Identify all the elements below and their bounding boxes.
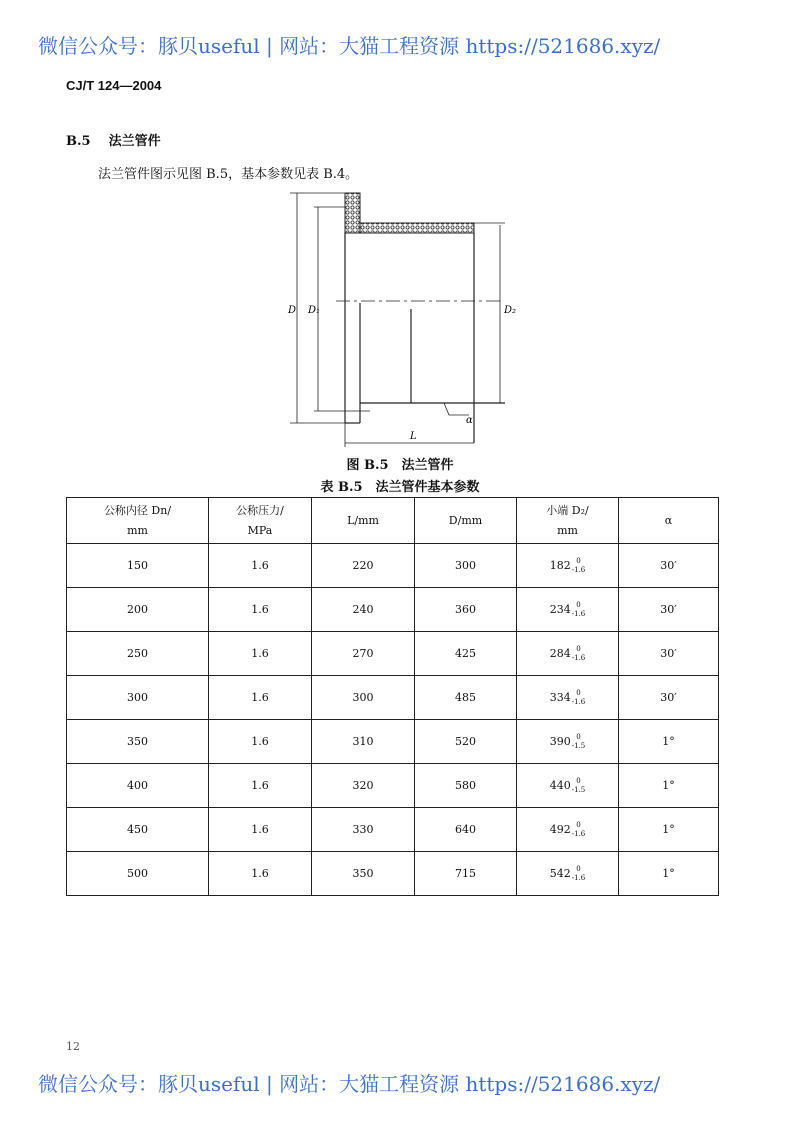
upper-tolerance: 0 [576, 732, 581, 741]
table-row [67, 544, 719, 588]
header-cell [517, 498, 619, 544]
header-line: D/mm [448, 513, 483, 527]
header-unit: mm [557, 523, 578, 537]
section-title: 法兰管件 [108, 134, 161, 149]
table-cell: 350 [312, 852, 415, 896]
table-header-row [67, 498, 719, 544]
label-alpha: α [466, 415, 473, 426]
tolerance-stack [572, 865, 586, 883]
upper-tolerance: 0 [576, 776, 581, 785]
table-cell-d2 [517, 808, 619, 852]
table-cell: 1.6 [209, 676, 312, 720]
header-line: 小端 D₂/ [546, 503, 589, 517]
table-cell: 485 [415, 676, 517, 720]
d2-value: 284 [549, 646, 571, 660]
table-cell-d2 [517, 720, 619, 764]
section-number: B.5 [66, 134, 91, 149]
d2-value: 234 [549, 602, 571, 616]
lower-tolerance: -1.6 [571, 565, 586, 574]
lower-tolerance: -1.6 [571, 829, 586, 838]
header-line: 公称压力/ [236, 503, 284, 517]
d2-value: 542 [549, 866, 571, 880]
tolerance-stack [572, 733, 586, 751]
table-row [67, 852, 719, 896]
d2-value: 182 [549, 558, 571, 572]
table-cell-alpha: 30′ [619, 676, 719, 720]
tolerance-stack [572, 777, 586, 795]
table-cell: 320 [312, 764, 415, 808]
table-cell: 150 [67, 544, 209, 588]
header-line: α [664, 513, 673, 527]
table-cell: 580 [415, 764, 517, 808]
tolerance-stack [572, 689, 586, 707]
upper-tolerance: 0 [576, 556, 581, 565]
table-cell: 240 [312, 588, 415, 632]
flange-fitting-drawing [270, 185, 520, 455]
lower-tolerance: -1.6 [571, 609, 586, 618]
table-cell: 450 [67, 808, 209, 852]
watermark-top: 微信公众号：豚贝useful | 网站：大猫工程资源 https://521686.xyz/ [38, 34, 661, 58]
table-cell-alpha: 1° [619, 808, 719, 852]
table-cell: 640 [415, 808, 517, 852]
table-cell: 520 [415, 720, 517, 764]
table-cell: 250 [67, 632, 209, 676]
lower-tolerance: -1.6 [571, 653, 586, 662]
table-cell: 300 [67, 676, 209, 720]
d2-value: 334 [549, 690, 571, 704]
table-caption: 表 B.5 法兰管件基本参数 [320, 480, 480, 495]
table-cell: 1.6 [209, 852, 312, 896]
table-cell: 425 [415, 632, 517, 676]
table-cell: 1.6 [209, 764, 312, 808]
table-cell: 300 [415, 544, 517, 588]
upper-tolerance: 0 [576, 688, 581, 697]
figure-caption: 图 B.5 法兰管件 [346, 458, 454, 473]
pipe-wall-hatch [360, 223, 474, 233]
table-cell-alpha: 1° [619, 852, 719, 896]
header-cell [619, 498, 719, 544]
table-cell-d2 [517, 632, 619, 676]
table-cell-alpha: 30′ [619, 588, 719, 632]
tolerance-stack [572, 821, 586, 839]
table-cell: 300 [312, 676, 415, 720]
flange-section-hatch [345, 193, 360, 233]
table-cell-d2 [517, 852, 619, 896]
table-cell-alpha: 1° [619, 764, 719, 808]
header-unit: mm [127, 523, 148, 537]
table-row [67, 676, 719, 720]
header-cell [67, 498, 209, 544]
table-cell: 350 [67, 720, 209, 764]
d2-value: 440 [549, 778, 571, 792]
section-heading [66, 130, 179, 149]
table-cell: 200 [67, 588, 209, 632]
table-cell: 715 [415, 852, 517, 896]
table-cell: 270 [312, 632, 415, 676]
table-cell-alpha: 1° [619, 720, 719, 764]
header-line: 公称内径 Dn/ [103, 503, 172, 517]
table-cell: 1.6 [209, 808, 312, 852]
d2-value: 390 [549, 734, 571, 748]
table-cell-d2 [517, 764, 619, 808]
table-cell: 400 [67, 764, 209, 808]
lower-tolerance: -1.6 [571, 873, 586, 882]
label-D1: D₁ [308, 305, 321, 316]
table-cell-alpha: 30′ [619, 632, 719, 676]
table-row [67, 588, 719, 632]
upper-tolerance: 0 [576, 600, 581, 609]
upper-tolerance: 0 [576, 644, 581, 653]
watermark-bottom: 微信公众号：豚贝useful | 网站：大猫工程资源 https://521686.xyz/ [38, 1072, 661, 1096]
table-cell: 1.6 [209, 632, 312, 676]
table-cell-d2 [517, 676, 619, 720]
table-row [67, 808, 719, 852]
lower-tolerance: -1.5 [571, 785, 586, 794]
header-cell [209, 498, 312, 544]
table-row [67, 632, 719, 676]
standard-number: CJ/T 124—2004 [66, 78, 162, 93]
table-cell: 220 [312, 544, 415, 588]
table-cell: 1.6 [209, 544, 312, 588]
tolerance-stack [572, 601, 586, 619]
table-cell-d2 [517, 544, 619, 588]
header-cell [415, 498, 517, 544]
table-cell: 310 [312, 720, 415, 764]
intro-text: 法兰管件图示见图 B.5，基本参数见表 B.4。 [98, 167, 359, 182]
table-cell-d2 [517, 588, 619, 632]
label-D: D [288, 305, 297, 316]
table-cell: 360 [415, 588, 517, 632]
table-cell: 1.6 [209, 588, 312, 632]
header-unit: MPa [247, 523, 273, 537]
label-D2: D₂ [504, 305, 517, 316]
d2-value: 492 [549, 822, 571, 836]
table-cell: 500 [67, 852, 209, 896]
lower-tolerance: -1.6 [571, 697, 586, 706]
page-number: 12 [66, 1040, 80, 1053]
table-cell-alpha: 30′ [619, 544, 719, 588]
tolerance-stack [572, 557, 586, 575]
table-cell: 1.6 [209, 720, 312, 764]
tolerance-stack [572, 645, 586, 663]
upper-tolerance: 0 [576, 820, 581, 829]
label-L: L [410, 431, 417, 442]
header-line: L/mm [347, 513, 379, 527]
upper-tolerance: 0 [576, 864, 581, 873]
header-cell [312, 498, 415, 544]
lower-tolerance: -1.5 [571, 741, 586, 750]
table-row [67, 720, 719, 764]
table-row [67, 764, 719, 808]
table-cell: 330 [312, 808, 415, 852]
parameter-table [66, 497, 719, 896]
